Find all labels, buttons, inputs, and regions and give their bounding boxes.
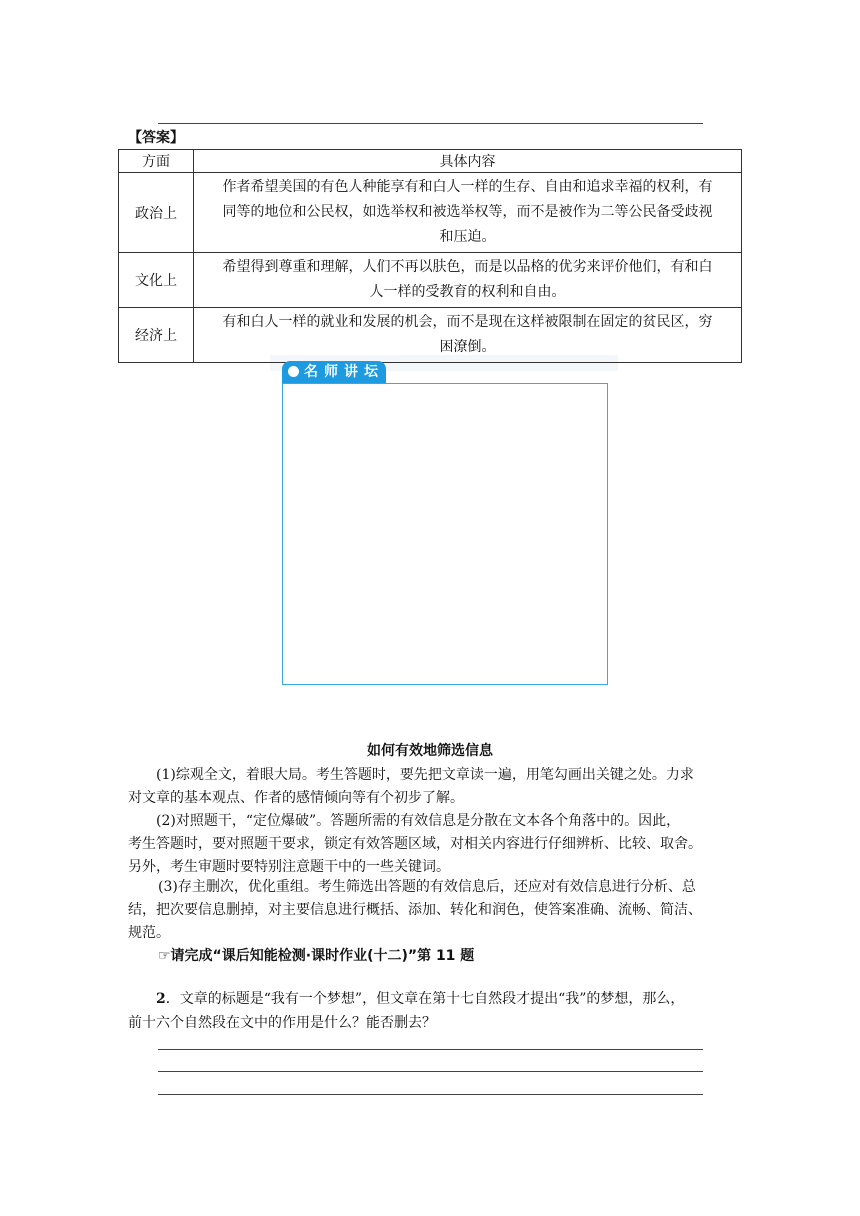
table-header-aspect: 方面 bbox=[119, 150, 194, 173]
homework-reference: ☞请完成“课后知能检测·课时作业(十二)”第 11 题 bbox=[158, 948, 475, 964]
content-line: 困潦倒。 bbox=[439, 339, 496, 355]
panel-tab bbox=[282, 361, 386, 383]
paragraph-line: 规范。 bbox=[128, 925, 170, 941]
paragraph-3 bbox=[128, 876, 734, 945]
aspect-cell: 文化上 bbox=[119, 253, 194, 308]
answer-label: 【答案】 bbox=[128, 130, 184, 146]
paragraph-line: (3)存主删次，优化重组。考生筛选出答题的有效信息后，还应对有效信息进行分析、总 bbox=[158, 879, 696, 895]
question-number: 2 bbox=[156, 991, 166, 1007]
bullet-dot-icon bbox=[288, 366, 299, 377]
answer-line bbox=[158, 1049, 703, 1050]
answer-line bbox=[158, 1071, 703, 1072]
panel-title: 名师讲坛 bbox=[304, 364, 384, 380]
content-line: 人一样的受教育的权利和自由。 bbox=[369, 284, 566, 300]
answer-line bbox=[158, 1094, 703, 1095]
content-cell bbox=[194, 173, 742, 253]
answer-line-top bbox=[158, 123, 703, 124]
paragraph-line: 结，把次要信息删掉，对主要信息进行概括、添加、转化和润色，使答案准确、流畅、简洁、 bbox=[128, 902, 702, 918]
table-header-row bbox=[119, 150, 742, 173]
content-line: 同等的地位和公民权，如选举权和被选举权等，而不是被作为二等公民备受歧视 bbox=[222, 204, 713, 220]
content-line: 作者希望美国的有色人种能享有和白人一样的生存、自由和追求幸福的权利，有 bbox=[222, 179, 713, 195]
answer-table bbox=[118, 149, 742, 363]
paragraph-line: 考生答题时，要对照题干要求，锁定有效答题区域，对相关内容进行仔细辨析、比较、取舍。 bbox=[128, 836, 702, 852]
paragraph-line: (1)综观全文，着眼大局。考生答题时，要先把文章读一遍，用笔勾画出关键之处。力求 bbox=[156, 767, 694, 783]
aspect-cell: 政治上 bbox=[119, 173, 194, 253]
content-cell bbox=[194, 253, 742, 308]
content-line: 和压迫。 bbox=[439, 229, 496, 245]
aspect-cell: 经济上 bbox=[119, 308, 194, 363]
section-heading: 如何有效地筛选信息 bbox=[367, 743, 493, 759]
question-text: ．文章的标题是“我有一个梦想”，但文章在第十七自然段才提出“我”的梦想，那么， bbox=[165, 991, 685, 1007]
table-row bbox=[119, 253, 742, 308]
question-line bbox=[128, 987, 734, 1011]
paragraph-2 bbox=[128, 810, 734, 879]
paragraph-line: 另外，考生审题时要特别注意题干中的一些关键词。 bbox=[128, 859, 450, 875]
content-line: 希望得到尊重和理解，人们不再以肤色，而是以品格的优劣来评价他们，有和白 bbox=[222, 259, 713, 275]
teacher-panel-box bbox=[282, 383, 608, 685]
content-line: 有和白人一样的就业和发展的机会，而不是现在这样被限制在固定的贫民区，穷 bbox=[222, 314, 713, 330]
question-2 bbox=[128, 987, 734, 1035]
table-header-content: 具体内容 bbox=[194, 150, 742, 173]
table-row bbox=[119, 308, 742, 363]
paragraph-line: 对文章的基本观点、作者的感情倾向等有个初步了解。 bbox=[128, 790, 464, 806]
table-row bbox=[119, 173, 742, 253]
question-line: 前十六个自然段在文中的作用是什么？能否删去？ bbox=[128, 1015, 436, 1031]
paragraph-line: (2)对照题干，“定位爆破”。答题所需的有效信息是分散在文本各个角落中的。因此， bbox=[156, 813, 681, 829]
paragraph-1 bbox=[128, 764, 734, 810]
content-cell bbox=[194, 308, 742, 363]
